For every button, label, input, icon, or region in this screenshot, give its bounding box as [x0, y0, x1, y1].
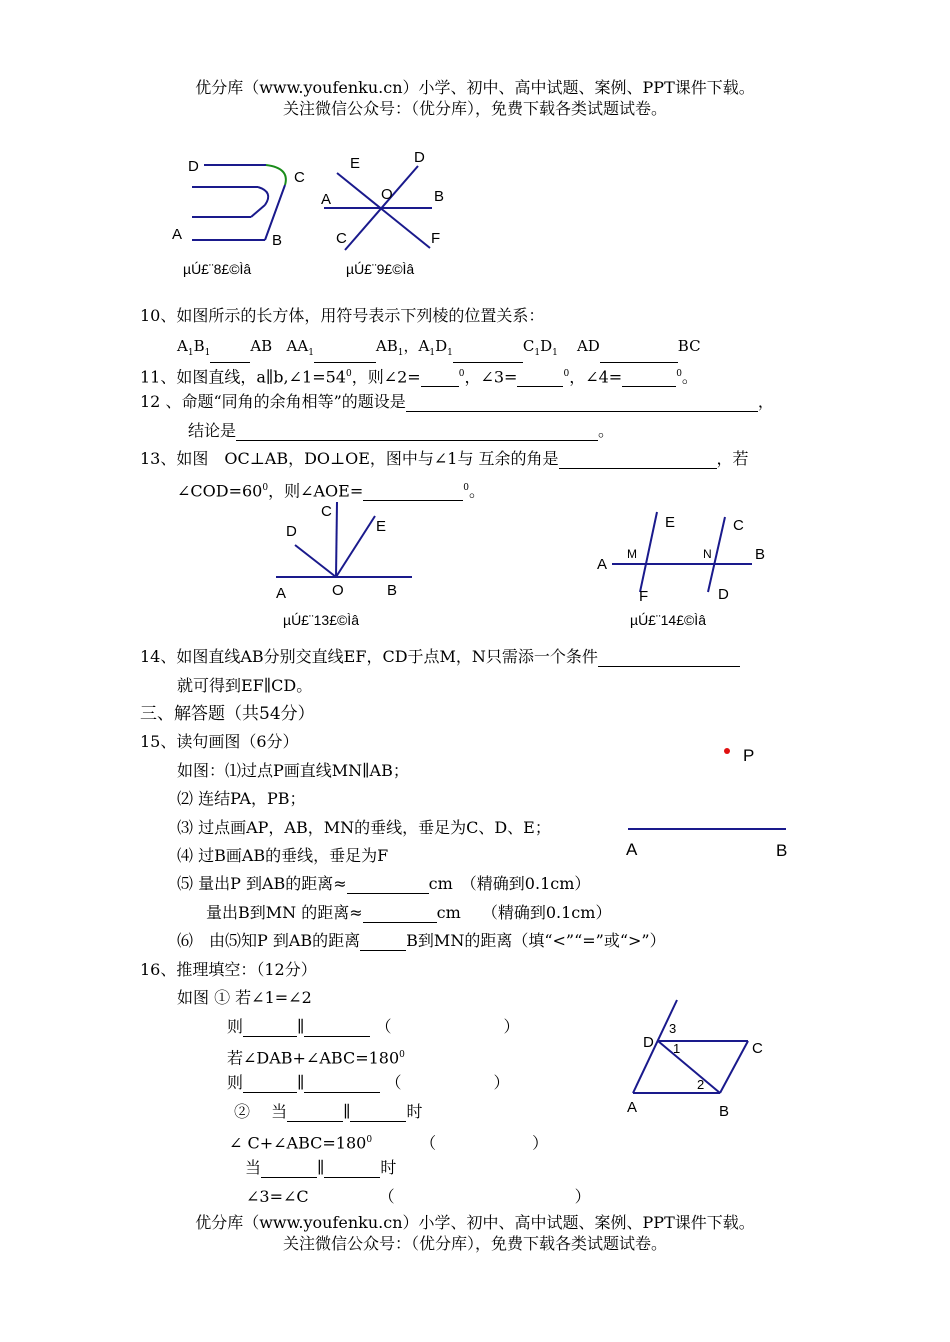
fig16-label-A: A [627, 1099, 638, 1116]
q10-relations: $A_1B_1$ AB $AA_1$ $AB_1$，$A_1D_1$ $C_1D_1$ AD BC [177, 336, 701, 363]
q16-blank-4b[interactable] [324, 1161, 380, 1178]
figure-8 [192, 165, 286, 240]
q15-blank-p-ab[interactable] [347, 877, 429, 894]
q16-row-1: 如图 ① 若∠1=∠2 [177, 988, 312, 1007]
fig14-label-B: B [755, 546, 766, 563]
fig13-label-O: O [332, 582, 344, 599]
fig9-label-O: O [381, 186, 393, 203]
fig9-caption: µÚ£¨9£©Ìâ [346, 261, 415, 277]
footer-line-2: 关注微信公众号：（优分库），免费下载各类试题试卷。 [282, 1234, 667, 1253]
fig8-caption: µÚ£¨8£©Ìâ [183, 261, 252, 277]
q12-line-1: 12 、命题“同角的余角相等”的题设是 ， [140, 392, 774, 411]
q11-text: 11、如图直线，$a\parallel b,\angle 1=54^0$，则∠2= $^0$，∠3= $^0$，∠4= $^0$。 [140, 367, 698, 387]
section-3-title: 三、解答题（共54分） [140, 704, 315, 724]
q16-blank-2a[interactable] [243, 1076, 297, 1093]
q11-blank-2[interactable] [517, 370, 563, 387]
fig16-label-1: 1 [673, 1041, 681, 1056]
q12-line-2: 结论是 。 [188, 421, 615, 440]
footer-line-1: 优分库（www.youfenku.cn）小学、初中、高中试题、案例、PPT课件下载。 [195, 1213, 755, 1232]
fig9-label-D: D [414, 149, 425, 166]
fig14-label-E: E [665, 514, 676, 531]
q15-blank-b-mn[interactable] [363, 906, 437, 923]
q15-title: 15、读句画图（6分） [140, 732, 299, 751]
fig13-label-D: D [286, 523, 297, 540]
fig16-label-2: 2 [697, 1077, 705, 1092]
fig14-label-N: N [703, 547, 712, 561]
header-line-2: 关注微信公众号：（优分库），免费下载各类试题试卷。 [282, 99, 667, 118]
fig13-label-C: C [321, 503, 332, 520]
q12-blank-1[interactable] [406, 395, 758, 412]
fig16-label-3: 3 [669, 1021, 677, 1036]
q15-step-5: ⑸ 量出P 到AB的距离≈ cm （精确到0.1cm） [177, 874, 591, 893]
q12-blank-2[interactable] [236, 424, 598, 441]
fig9-label-C: C [336, 230, 347, 247]
q10-blank-3[interactable] [453, 346, 523, 363]
q16-blank-4a[interactable] [261, 1161, 317, 1178]
fig14-label-F: F [639, 588, 649, 605]
q16-row-8: ∠3=∠C （ ） [246, 1187, 591, 1206]
fig16-label-C: C [752, 1040, 763, 1057]
header-line-1: 优分库（www.youfenku.cn）小学、初中、高中试题、案例、PPT课件下载。 [195, 78, 755, 97]
q15-blank-compare[interactable] [360, 934, 406, 951]
q16-blank-1b[interactable] [304, 1020, 370, 1037]
fig14-label-C: C [733, 517, 744, 534]
fig9-label-B: B [434, 188, 445, 205]
fig8-label-C: C [294, 169, 305, 186]
q16-blank-1a[interactable] [243, 1020, 297, 1037]
fig15-label-P: P [743, 746, 755, 765]
q13-line-2: $\angle COD=60^0$，则∠AOE= $^0$。 [177, 481, 486, 501]
q16-row-2: 则 ∥ （ ） [227, 1017, 520, 1036]
fig16-label-B: B [719, 1103, 730, 1120]
q14-line-2: 就可得到EF∥CD。 [177, 676, 313, 695]
q15-step-4: ⑷ 过B画AB的垂线，垂足为F [177, 846, 389, 865]
q11-blank-1[interactable] [421, 370, 459, 387]
fig9-label-E: E [350, 155, 361, 172]
fig8-label-D: D [188, 158, 199, 175]
fig8-label-B: B [272, 232, 283, 249]
q16-row-6: ∠ $C+\angle ABC=180^0$ （ ） [229, 1133, 549, 1153]
q16-row-7: 当 ∥ 时 [245, 1158, 397, 1177]
q10-blank-1[interactable] [210, 346, 250, 363]
q15-step-3: ⑶ 过点画AP，AB，MN的垂线，垂足为C、D、E； [177, 818, 551, 837]
point-P-dot [724, 748, 730, 754]
fig14-label-A: A [597, 556, 608, 573]
q16-title: 16、推理填空：（12分） [140, 960, 317, 979]
fig8-label-A: A [172, 226, 183, 243]
fig14-label-M: M [627, 547, 637, 561]
q10-blank-2[interactable] [314, 346, 376, 363]
q15-step-5b: 量出B到MN 的距离≈ cm （精确到0.1cm） [206, 903, 612, 922]
q13-blank-1[interactable] [559, 452, 717, 469]
q10-blank-4[interactable] [600, 346, 678, 363]
q10-text: 10、如图所示的长方体，用符号表示下列棱的位置关系： [140, 306, 545, 325]
q14-line-1: 14、如图直线AB分别交直线EF，CD于点M，N只需添一个条件 [140, 647, 740, 667]
q15-step-6: ⑹ 由⑸知P 到AB的距离 B到MN的距离（填“<”“=”或“>”） [177, 931, 666, 950]
q16-row-4: 则 ∥ （ ） [227, 1073, 510, 1092]
q16-blank-3b[interactable] [350, 1105, 406, 1122]
fig16-label-D: D [643, 1034, 654, 1051]
fig13-label-B: B [387, 582, 398, 599]
fig9-label-F: F [431, 230, 441, 247]
q13-blank-2[interactable] [363, 484, 463, 501]
q11-blank-3[interactable] [622, 370, 676, 387]
fig14-label-D: D [718, 586, 729, 603]
fig15-label-A: A [626, 840, 638, 859]
fig13-caption: µÚ£¨13£©Ìâ [283, 612, 359, 628]
q16-row-3: 若$\angle DAB+\angle ABC=180^0$ [227, 1048, 405, 1068]
fig13-label-A: A [276, 585, 287, 602]
fig9-label-A: A [321, 191, 332, 208]
q15-step-1: 如图：⑴过点P画直线MN∥AB； [177, 761, 409, 780]
q16-blank-2b[interactable] [304, 1076, 380, 1093]
q16-row-5: ② 当 ∥ 时 [234, 1102, 423, 1121]
fig14-caption: µÚ£¨14£©Ìâ [630, 612, 706, 628]
q15-step-2: ⑵ 连结PA，PB； [177, 789, 306, 808]
q16-blank-3a[interactable] [287, 1105, 343, 1122]
fig15-label-B: B [776, 841, 788, 860]
q13-line-1: 13、如图 OC⊥AB，DO⊥OE，图中与∠1与 互余的角是 ，若 [140, 449, 749, 468]
fig13-label-E: E [376, 518, 387, 535]
q14-blank[interactable] [598, 650, 740, 667]
